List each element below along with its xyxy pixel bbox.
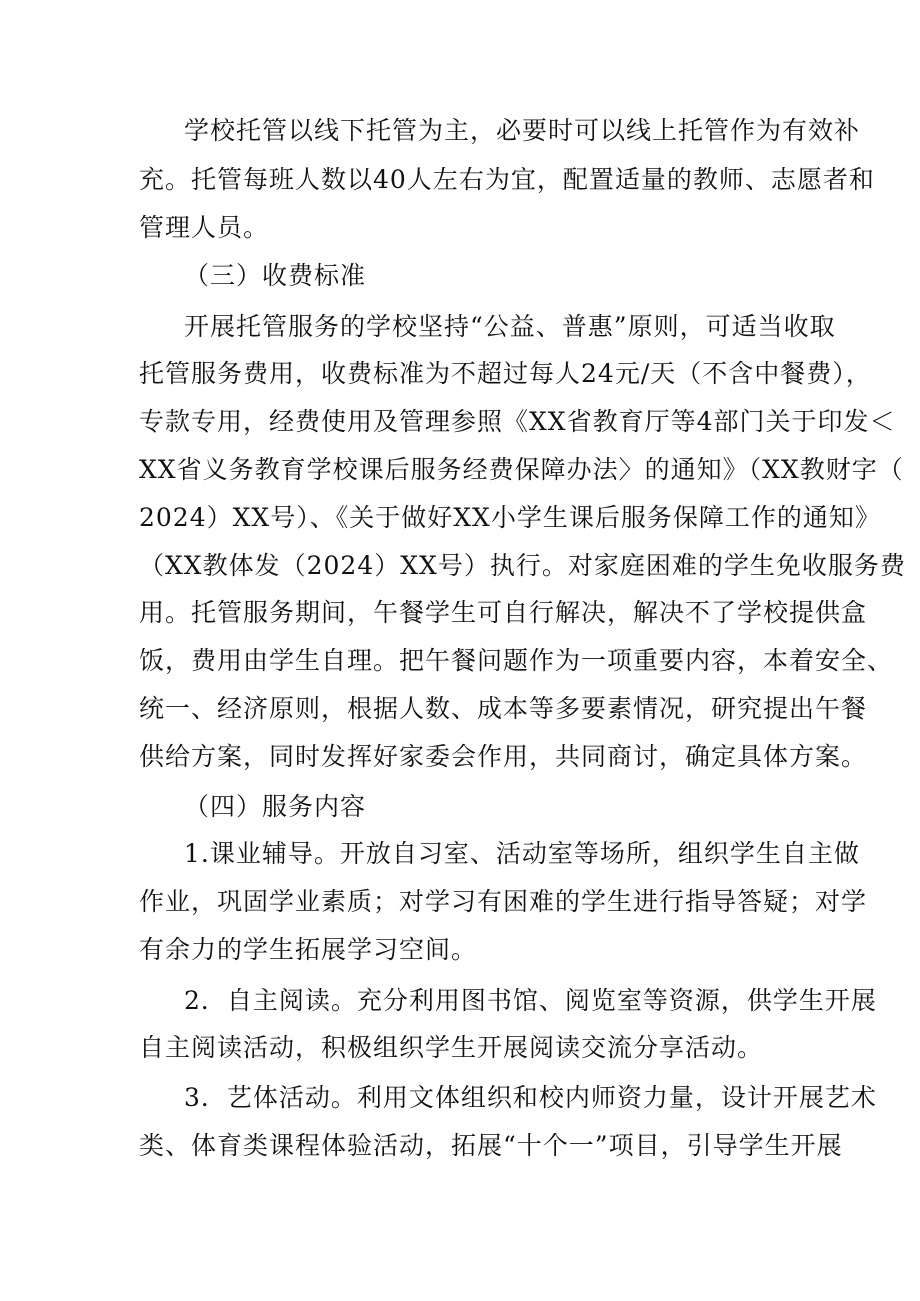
text-line: 统一、经济原则，根据人数、成本等多要素情况，研究提出午餐 [139, 694, 868, 723]
text-line: 饭，费用由学生自理。把午餐问题作为一项重要内容，本着安全、 [139, 646, 894, 675]
section-heading: （四）服务内容 [184, 792, 367, 821]
text-line: 作业，巩固学业素质；对学习有困难的学生进行指导答疑；对学 [139, 887, 868, 916]
text-line: 托管服务费用，收费标准为不超过每人24元/天（不含中餐费）， [139, 359, 872, 388]
text-line: 有余力的学生拓展学习空间。 [139, 935, 478, 964]
text-line: 用。托管服务期间，午餐学生可自行解决，解决不了学校提供盒 [139, 598, 868, 627]
text-line: 开展托管服务的学校坚持“公益、普惠”原则，可适当收取 [184, 312, 836, 341]
text-line: 供给方案，同时发挥好家委会作用，共同商讨，确定具体方案。 [139, 742, 868, 771]
text-line: 3．艺体活动。利用文体组织和校内师资力量，设计开展艺术 [184, 1083, 877, 1112]
text-line: 2024）XX号）、《关于做好XX小学生课后服务保障工作的通知》 [139, 503, 881, 532]
text-line: 类、体育类课程体验活动，拓展“十个一”项目，引导学生开展 [139, 1131, 843, 1160]
section-heading: （三）收费标准 [184, 261, 367, 290]
text-line: （XX教体发（2024）XX号）执行。对家庭困难的学生免收服务费 [139, 551, 906, 580]
text-line: 学校托管以线下托管为主，必要时可以线上托管作为有效补 [184, 116, 861, 145]
text-line: 1.课业辅导。开放自习室、活动室等场所，组织学生自主做 [184, 839, 860, 868]
text-line: 专款专用，经费使用及管理参照《XX省教育厅等4部门关于印发＜ [139, 407, 896, 436]
text-line: XX省义务教育学校课后服务经费保障办法〉的通知》（XX教财字（ [139, 455, 904, 484]
text-line: 自主阅读活动，积极组织学生开展阅读交流分享活动。 [139, 1033, 764, 1062]
text-line: 2．自主阅读。充分利用图书馆、阅览室等资源，供学生开展 [184, 986, 877, 1015]
text-line: 充。托管每班人数以40人左右为宜，配置适量的教师、志愿者和 [139, 165, 875, 194]
text-line: 管理人员。 [139, 213, 270, 242]
